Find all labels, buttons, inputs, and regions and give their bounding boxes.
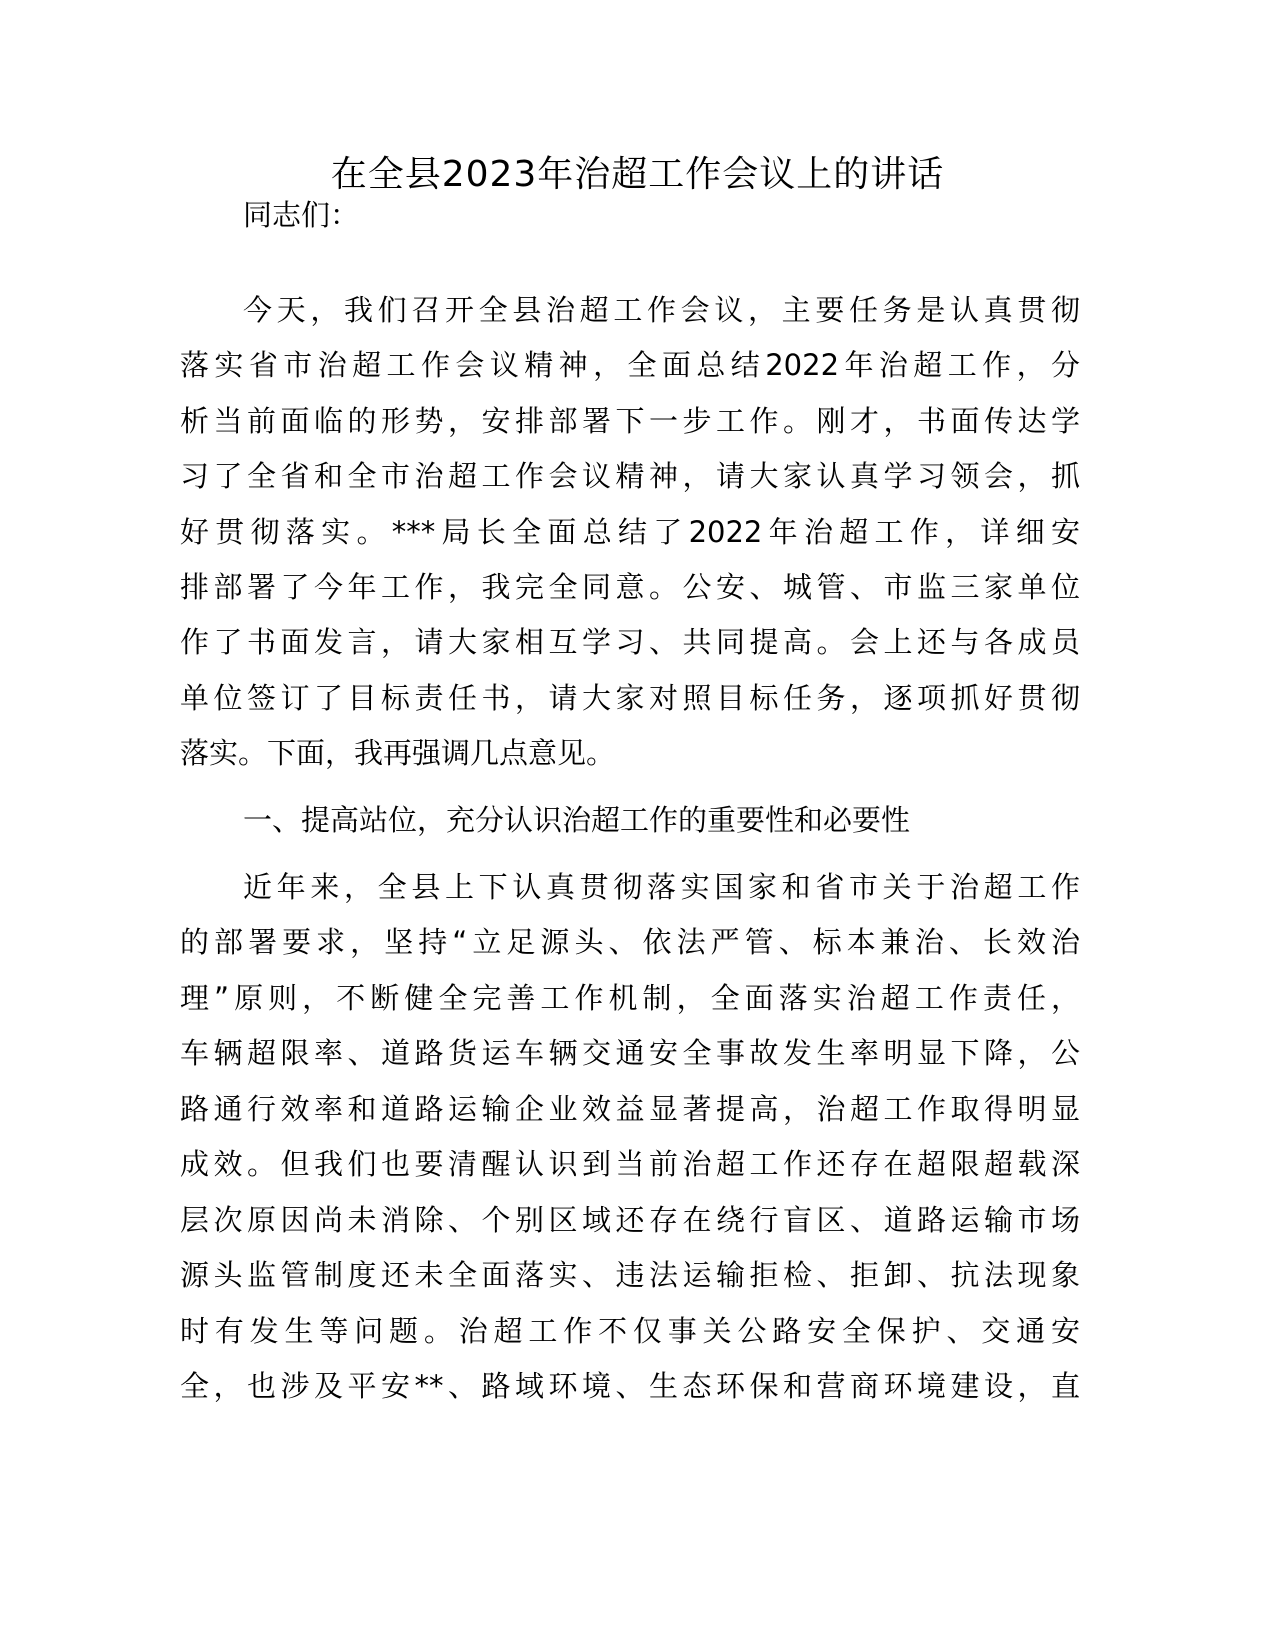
section-heading: 一、提高站位，充分认识治超工作的重要性和必要性 [243, 803, 911, 837]
paragraph-line: 车辆超限率、道路货运车辆交通安全事故发生率明显下降，公 [180, 1036, 1080, 1070]
paragraph-line: 成效。但我们也要清醒认识到当前治超工作还存在超限超载深 [180, 1147, 1080, 1181]
paragraph-line: 落实省市治超工作会议精神，全面总结2022年治超工作，分 [180, 348, 1080, 382]
paragraph-line: 路通行效率和道路运输企业效益显著提高，治超工作取得明显 [180, 1092, 1080, 1126]
salutation: 同志们： [243, 198, 360, 232]
paragraph-line: 排部署了今年工作，我完全同意。公安、城管、市监三家单位 [180, 570, 1080, 604]
paragraph-line: 单位签订了目标责任书，请大家对照目标任务，逐项抓好贯彻 [180, 681, 1080, 715]
paragraph-line: 析当前面临的形势，安排部署下一步工作。刚才，书面传达学 [180, 404, 1080, 438]
paragraph-line: 理”原则，不断健全完善工作机制，全面落实治超工作责任， [180, 981, 1080, 1015]
paragraph-line: 好贯彻落实。***局长全面总结了2022年治超工作，详细安 [180, 515, 1080, 549]
paragraph-line: 的部署要求，坚持“立足源头、依法严管、标本兼治、长效治 [180, 925, 1080, 959]
document-title: 在全县2023年治超工作会议上的讲话 [330, 154, 945, 195]
paragraph-line: 今天，我们召开全县治超工作会议，主要任务是认真贯彻 [243, 293, 1080, 327]
paragraph-line: 落实。下面，我再强调几点意见。 [180, 736, 616, 770]
paragraph-line: 全，也涉及平安**、路域环境、生态环保和营商环境建设，直 [180, 1369, 1080, 1403]
paragraph-line: 习了全省和全市治超工作会议精神，请大家认真学习领会，抓 [180, 459, 1080, 493]
paragraph-line: 近年来，全县上下认真贯彻落实国家和省市关于治超工作 [243, 870, 1080, 904]
paragraph-line: 作了书面发言，请大家相互学习、共同提高。会上还与各成员 [180, 625, 1080, 659]
paragraph-line: 层次原因尚未消除、个别区域还存在绕行盲区、道路运输市场 [180, 1203, 1080, 1237]
paragraph-line: 时有发生等问题。治超工作不仅事关公路安全保护、交通安 [180, 1314, 1080, 1348]
paragraph-line: 源头监管制度还未全面落实、违法运输拒检、拒卸、抗法现象 [180, 1258, 1080, 1292]
